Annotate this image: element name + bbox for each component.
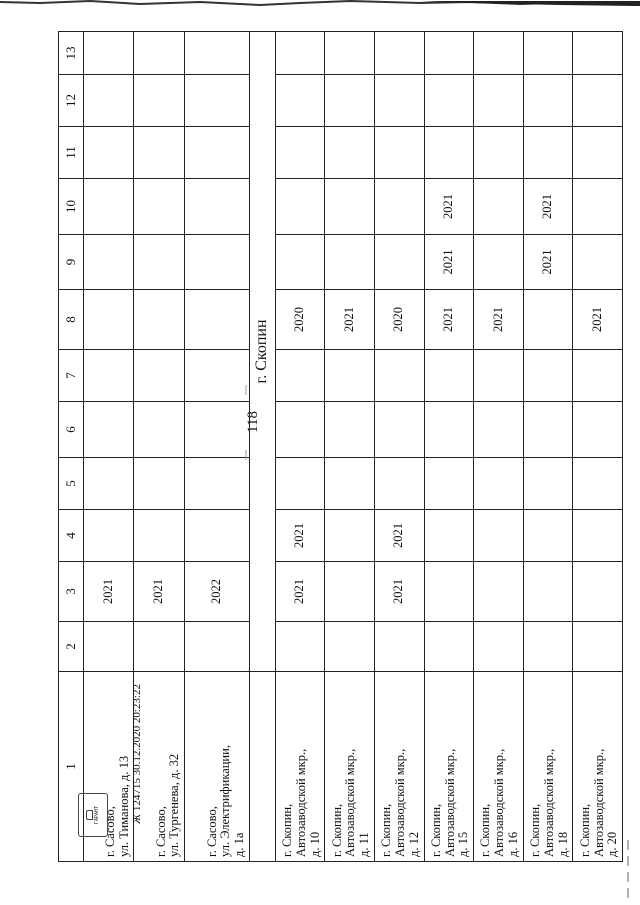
- address-line: д. 20: [605, 831, 620, 857]
- year-cell: [275, 235, 325, 290]
- year-cell: 2021: [523, 235, 573, 290]
- address-line: Автозаводской мкр.,: [293, 748, 308, 857]
- year-cell: [424, 458, 474, 510]
- address-line: г. Скопин,: [478, 803, 493, 857]
- year-cell: [325, 562, 375, 622]
- year-cell: [474, 458, 524, 510]
- year-cell: [424, 622, 474, 672]
- address-line: д. 1а: [232, 832, 247, 857]
- address-line: г. Скопин,: [528, 803, 543, 857]
- year-cell: [185, 127, 250, 179]
- year-cell: 2021: [134, 562, 185, 622]
- year-cell: [134, 458, 185, 510]
- address-line: д. 16: [505, 831, 520, 857]
- year-cell: 2020: [275, 290, 325, 350]
- table-row: [325, 32, 375, 862]
- city-heading-blank: [249, 672, 275, 862]
- document-datetime: 30.12.2020 20:23:22: [131, 684, 143, 776]
- year-cell: [185, 350, 250, 402]
- year-cell: [474, 127, 524, 179]
- year-cell: [573, 562, 623, 622]
- year-cell: [474, 235, 524, 290]
- year-cell: [374, 179, 424, 235]
- city-heading: г. Скопин: [249, 32, 275, 672]
- year-cell: [134, 290, 185, 350]
- address-line: ул. Тиманова, д. 13: [116, 755, 131, 857]
- city-heading-row: [249, 32, 275, 862]
- year-cell: [374, 32, 424, 75]
- year-cell: [374, 235, 424, 290]
- address-line: г. Скопин,: [379, 803, 394, 857]
- year-cell: [573, 32, 623, 75]
- year-cell: [83, 32, 134, 75]
- year-cell: [523, 32, 573, 75]
- year-cell: [275, 622, 325, 672]
- address-line: г. Скопин,: [329, 803, 344, 857]
- address-line: г. Сасово,: [102, 806, 117, 857]
- year-cell: [573, 179, 623, 235]
- year-cell: 2022: [185, 562, 250, 622]
- year-cell: [474, 75, 524, 127]
- year-cell: [325, 350, 375, 402]
- year-cell: 2021: [374, 510, 424, 562]
- year-cell: [424, 32, 474, 75]
- address-line: д. 11: [357, 832, 372, 857]
- year-cell: [424, 127, 474, 179]
- year-cell: [573, 350, 623, 402]
- year-cell: [134, 32, 185, 75]
- year-cell: [474, 350, 524, 402]
- year-cell: [424, 350, 474, 402]
- year-cell: [474, 622, 524, 672]
- address-line: Автозаводской мкр.,: [492, 748, 507, 857]
- year-cell: [523, 458, 573, 510]
- year-cell: [325, 32, 375, 75]
- year-cell: 2021: [325, 290, 375, 350]
- table-row: [424, 32, 474, 862]
- year-cell: [83, 127, 134, 179]
- year-cell: 2020: [374, 290, 424, 350]
- col-header: 7: [59, 350, 84, 402]
- address-line: Автозаводской мкр.,: [343, 748, 358, 857]
- year-cell: [474, 402, 524, 458]
- year-cell: [424, 402, 474, 458]
- year-cell: [474, 562, 524, 622]
- stamp-text: ГАРАНТ: [94, 805, 100, 825]
- year-cell: [83, 179, 134, 235]
- year-cell: [185, 32, 250, 75]
- year-cell: [523, 290, 573, 350]
- address-line: д. 10: [307, 831, 322, 857]
- year-cell: [374, 402, 424, 458]
- year-cell: [523, 350, 573, 402]
- year-cell: [185, 235, 250, 290]
- year-cell: [374, 458, 424, 510]
- year-cell: [325, 235, 375, 290]
- col-header: 13: [59, 32, 84, 75]
- address-line: д. 15: [456, 831, 471, 857]
- address-cell: [424, 672, 474, 862]
- year-cell: [275, 402, 325, 458]
- year-cell: [573, 402, 623, 458]
- address-line: г. Скопин,: [577, 803, 592, 857]
- year-cell: 2021: [474, 290, 524, 350]
- document-number: 124715: [131, 778, 143, 812]
- year-cell: [325, 402, 375, 458]
- table-row: [573, 32, 623, 862]
- year-cell: [374, 350, 424, 402]
- year-cell: [424, 562, 474, 622]
- table-row: [83, 32, 134, 862]
- address-cell: [325, 672, 375, 862]
- year-cell: [185, 458, 250, 510]
- header-row: [59, 32, 84, 862]
- year-cell: [325, 127, 375, 179]
- year-cell: [523, 75, 573, 127]
- year-cell: [134, 510, 185, 562]
- year-cell: 2021: [374, 562, 424, 622]
- scan-top-edge: [0, 0, 640, 10]
- table-row: [374, 32, 424, 862]
- year-cell: [83, 510, 134, 562]
- col-header: 2: [59, 622, 84, 672]
- address-line: Автозаводской мкр.,: [591, 748, 606, 857]
- table-row: [523, 32, 573, 862]
- year-cell: 2021: [275, 562, 325, 622]
- year-cell: [134, 350, 185, 402]
- year-cell: [185, 510, 250, 562]
- col-header: 12: [59, 75, 84, 127]
- year-cell: [474, 510, 524, 562]
- year-cell: [275, 458, 325, 510]
- address-line: ул. Тургенева, д. 32: [167, 753, 182, 857]
- year-cell: [374, 622, 424, 672]
- year-cell: [523, 622, 573, 672]
- year-cell: [523, 510, 573, 562]
- address-line: д. 12: [406, 831, 421, 857]
- year-cell: [185, 402, 250, 458]
- page-number: 118: [245, 411, 261, 433]
- address-line: Автозаводской мкр.,: [442, 748, 457, 857]
- table-row: [474, 32, 524, 862]
- year-cell: [573, 458, 623, 510]
- year-cell: [573, 622, 623, 672]
- year-cell: [83, 458, 134, 510]
- year-cell: [83, 75, 134, 127]
- address-line: г. Сасово,: [204, 806, 219, 857]
- address-line: г. Скопин,: [428, 803, 443, 857]
- year-cell: [573, 127, 623, 179]
- year-cell: [325, 458, 375, 510]
- col-header: 1: [59, 672, 84, 862]
- year-cell: [424, 510, 474, 562]
- year-cell: [573, 75, 623, 127]
- col-header: 10: [59, 179, 84, 235]
- year-cell: [325, 510, 375, 562]
- address-line: д. 18: [555, 831, 570, 857]
- col-header: 3: [59, 562, 84, 622]
- year-cell: [83, 350, 134, 402]
- address-cell: [275, 672, 325, 862]
- year-cell: [83, 290, 134, 350]
- year-cell: [275, 350, 325, 402]
- year-cell: [134, 179, 185, 235]
- year-cell: [374, 127, 424, 179]
- address-line: Автозаводской мкр.,: [541, 748, 556, 857]
- address-line: Автозаводской мкр.,: [393, 748, 407, 857]
- year-cell: [573, 235, 623, 290]
- stamp-seal-icon: [86, 810, 93, 820]
- year-cell: [83, 235, 134, 290]
- year-cell: [474, 32, 524, 75]
- year-cell: [523, 562, 573, 622]
- year-cell: [424, 75, 474, 127]
- address-line: г. Сасово,: [153, 806, 168, 857]
- garant-stamp: [78, 793, 108, 837]
- year-cell: 2021: [573, 290, 623, 350]
- table-row: [275, 32, 325, 862]
- year-cell: [474, 179, 524, 235]
- col-header: 9: [59, 235, 84, 290]
- year-cell: [185, 622, 250, 672]
- address-line: ул. Электрификации,: [218, 745, 233, 857]
- year-cell: [185, 179, 250, 235]
- address-cell: [573, 672, 623, 862]
- year-cell: [134, 75, 185, 127]
- col-header: 8: [59, 290, 84, 350]
- year-cell: [134, 402, 185, 458]
- col-header: 4: [59, 510, 84, 562]
- year-cell: [325, 179, 375, 235]
- year-cell: [275, 32, 325, 75]
- col-header: 5: [59, 458, 84, 510]
- year-cell: [325, 75, 375, 127]
- col-header: 6: [59, 402, 84, 458]
- col-header: 11: [59, 127, 84, 179]
- year-cell: [83, 402, 134, 458]
- year-cell: [185, 290, 250, 350]
- table-row: [185, 32, 250, 862]
- year-cell: [275, 127, 325, 179]
- year-cell: [374, 75, 424, 127]
- year-cell: 2021: [275, 510, 325, 562]
- year-cell: 2021: [424, 179, 474, 235]
- year-cell: 2021: [83, 562, 134, 622]
- address-cell: [523, 672, 573, 862]
- signature-line: [130, 654, 144, 824]
- signature-mark: Ж: [131, 813, 143, 824]
- year-cell: [523, 127, 573, 179]
- address-cell: [474, 672, 524, 862]
- address-line: г. Скопин,: [280, 803, 295, 857]
- year-cell: 2021: [523, 179, 573, 235]
- year-cell: [134, 235, 185, 290]
- year-cell: [83, 622, 134, 672]
- year-cell: [523, 402, 573, 458]
- year-cell: [573, 510, 623, 562]
- year-cell: 2021: [424, 290, 474, 350]
- year-cell: [275, 179, 325, 235]
- address-cell: [185, 672, 250, 862]
- address-cell: [374, 672, 424, 862]
- year-cell: [275, 75, 325, 127]
- year-cell: [185, 75, 250, 127]
- year-cell: [325, 622, 375, 672]
- year-cell: 2021: [424, 235, 474, 290]
- year-cell: [134, 127, 185, 179]
